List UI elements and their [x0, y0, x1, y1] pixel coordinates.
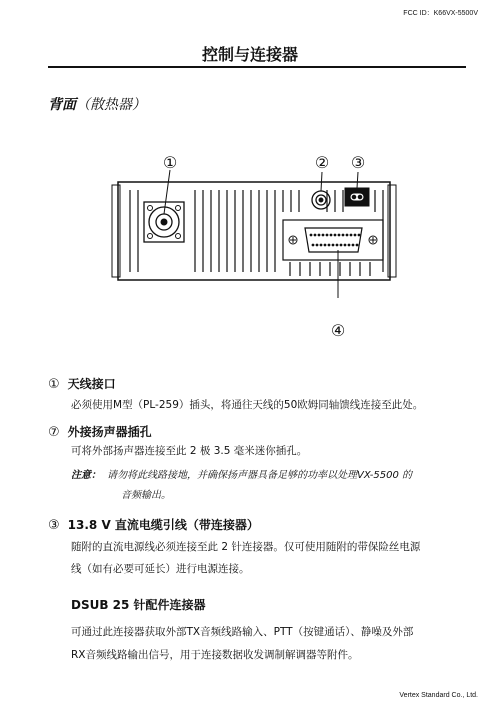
section-title	[48, 94, 146, 114]
item-title: 13.8 V 直流电缆引线（带连接器）	[67, 518, 259, 532]
note-text-line1: 请勿将此线路接地，并确保扬声器具备足够的功率以处理VX-5500 的	[107, 470, 413, 481]
chassis-left-ear	[112, 185, 120, 277]
rear-panel-diagram	[100, 150, 410, 345]
item-antenna-heading	[48, 375, 116, 392]
page-title: 控制与连接器	[201, 45, 298, 64]
item-antenna-text: 必须使用M型（PL-259）插头，将通往天线的50欧姆同轴馈线连接至此处。	[71, 399, 424, 411]
dsub-text-line1: 可通过此连接器获取外部TX音频线路输入、PTT（按键通话）、静噪及外部	[71, 626, 414, 638]
item-speaker-heading	[48, 423, 152, 440]
item-dc-text-line2: 线（如有必要可延长）进行电源连接。	[71, 563, 250, 575]
speaker-note	[71, 466, 471, 506]
dsub-25-connector	[283, 220, 383, 260]
item-number: ⑦	[48, 425, 60, 440]
item-number: ①	[48, 377, 60, 392]
item-number: ③	[48, 518, 60, 533]
fcc-id: FCC ID：K66VX-5500V	[403, 10, 478, 17]
dc-power-connector	[345, 188, 369, 206]
callout-3: ③	[350, 153, 366, 172]
callout-1: ①	[162, 153, 178, 172]
chassis-right-ear	[388, 185, 396, 277]
item-dc-heading	[48, 516, 259, 533]
note-label: 注意：	[71, 470, 101, 481]
callout-4: ④	[330, 321, 346, 340]
section-title-main: 背面	[48, 97, 76, 113]
footer-company: Vertex Standard Co., Ltd.	[399, 692, 478, 699]
item-title: 外接扬声器插孔	[67, 425, 152, 439]
item-speaker-text: 可将外部扬声器连接至此 2 极 3.5 毫米迷你插孔。	[71, 445, 308, 457]
note-text-line2: 音频输出。	[121, 490, 171, 501]
leader-lines	[164, 170, 358, 298]
item-dc-text-line1: 随附的直流电源线必须连接至此 2 针连接器。仅可使用随附的带保险丝电源	[71, 541, 421, 553]
antenna-connector	[144, 202, 184, 242]
item-title: 天线接口	[67, 377, 116, 391]
callout-2: ②	[314, 153, 330, 172]
dsub-text-line2: RX音频线路输出信号，用于连接数据收发调制解调器等附件。	[71, 649, 359, 661]
title-rule	[48, 66, 466, 68]
dsub-heading: DSUB 25 针配件连接器	[71, 598, 206, 612]
section-subtitle: （散热器）	[76, 97, 146, 113]
